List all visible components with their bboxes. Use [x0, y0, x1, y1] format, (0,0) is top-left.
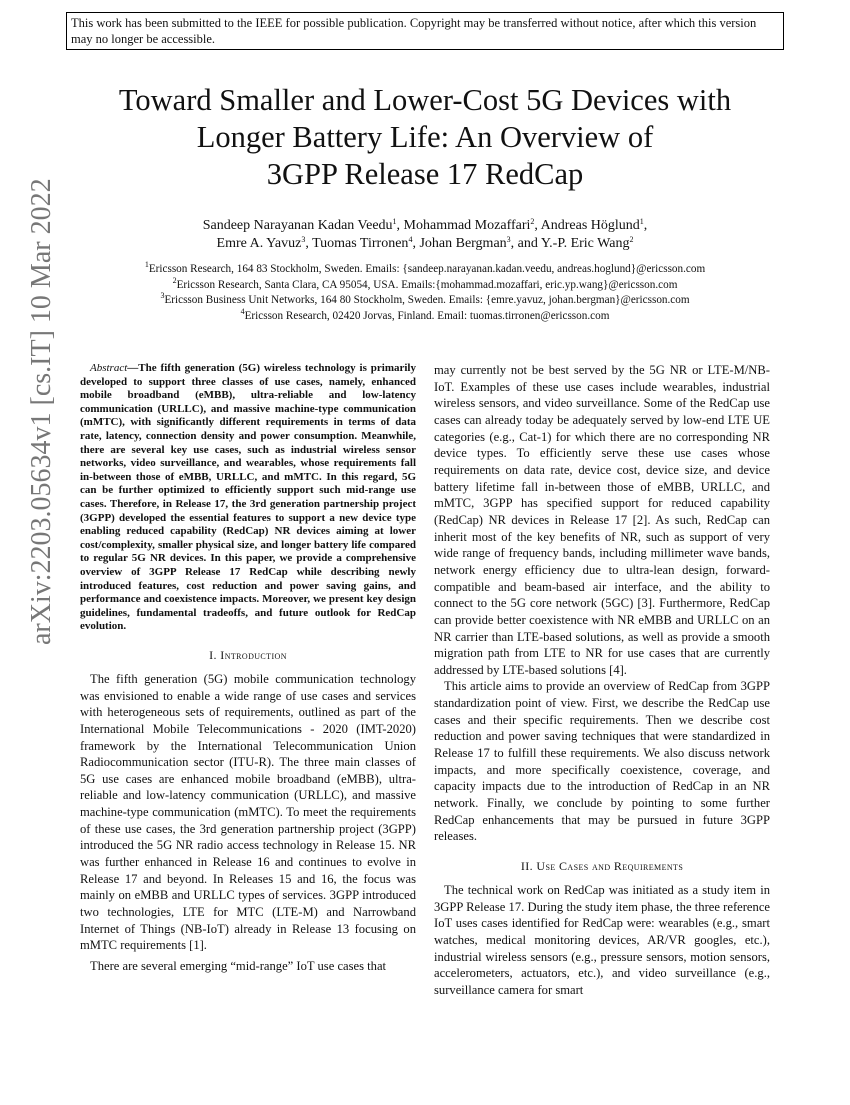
section-heading-introduction: I. Introduction — [209, 647, 287, 662]
affiliation-2 — [60, 275, 790, 294]
author-name: Sandeep Narayanan Kadan Veedu — [202, 218, 393, 233]
affiliation-text: Ericsson Research, 164 83 Stockholm, Sweden. Emails: {sandeep.narayanan.kadan.veedu, andreas.hoglund}@ericsson.com — [148, 263, 706, 275]
right-column — [434, 362, 770, 999]
paper-title — [60, 82, 790, 193]
title-line-3: 3GPP Release 17 RedCap — [266, 157, 584, 191]
author-name: Y.-P. Eric Wang — [540, 236, 630, 251]
affiliation-text: Ericsson Research, Santa Clara, CA 95054, USA. Emails:{mohammad.mozaffari, eric.yp.wang}@ericsson.com — [176, 278, 678, 291]
author-line-2: Emre A. Yavuz$^3$, Tuomas Tirronen$^4$, Johan Bergman$^3$, and Y.-P. Eric Wang$^2$ — [216, 235, 634, 251]
copyright-notice: This work has been submitted to the IEEE for possible publication. Copyright may be transferred without notice, after which this version may no longer be accessible. — [66, 12, 784, 50]
author-name: Tuomas Tirronen — [312, 236, 409, 251]
affiliation-marker: 4 — [240, 306, 245, 316]
affiliation-4 — [60, 306, 790, 325]
abstract — [80, 362, 416, 634]
paragraph: This article aims to provide an overview of RedCap from 3GPP standardization point of view. First, we describe the RedCap use cases and their specific requirements. Then we describe cost reduction and power saving techniques that were standardized in Release 17 to fulfill these requirements. We also discuss network impacts, and more specifically coexistence, coverage, and capacity impacts due to the introduction of RedCap in an NR network. Finally, we conclude by pointing to some further RedCap enhancements that may be pursued in future 3GPP releases. — [434, 679, 770, 844]
affiliation-marker: 1 — [639, 217, 644, 226]
arxiv-stamp-graphic — [0, 0, 60, 1100]
affiliation-marker: 2 — [172, 275, 177, 285]
author-name: Emre A. Yavuz — [216, 236, 302, 251]
arxiv-stamp-text: arXiv:2203.05634v1 [cs.IT] 10 Mar 2022 — [26, 178, 57, 645]
title-line-2: Longer Battery Life: An Overview of — [196, 120, 654, 154]
author-line-1: Sandeep Narayanan Kadan Veedu$^1$, Mohammad Mozaffari$^2$, Andreas Höglund$^1$, — [202, 217, 648, 233]
affiliation-marker: 3 — [506, 235, 511, 244]
affiliation-marker: 2 — [530, 217, 535, 226]
paragraph: The fifth generation (5G) mobile communication technology was envisioned to enable a wide range of use cases and services with heterogeneous sets of requirements, outlined as part of the International Mobile Telecommunications - 2020 (IMT-2020) framework by the International Telecommunication Union Radiocommunication sector (ITU-R). The three main classes of 5G use cases are enhanced mobile broadband (eMBB), ultra-reliable and low-latency communication (URLLC), and massive machine-type communication (mMTC). To meet the requirements of these use cases, the 3rd generation partnership project (3GPP) introduced the 5G NR radio access technology in Release 15. NR was further enhanced in Release 16 and continues to evolve in Release 17 and beyond. In Releases 15 and 16, the focus was mainly on eMBB and URLLC types of services. 3GPP introduced two technologies, LTE for MTC (LTE-M) and Narrowband Internet of Things (NB-IoT) already in Release 13 focusing on mMTC requirements [1]. — [80, 671, 416, 953]
affiliation-text: Ericsson Business Unit Networks, 164 80 Stockholm, Sweden. Emails: {emre.yavuz, johan.bergman}@ericsson.com — [164, 294, 690, 306]
affiliation-marker: 3 — [160, 291, 165, 300]
paragraph: may currently not be best served by the 5G NR or LTE-M/NB-IoT. Examples of these use cases include wearables, industrial wireless sensors, and video surveillance. Some of the RedCap use cases can already today be adequately served by low-end LTE UE categories (e.g., Cat-1) for which there are no corresponding NR device types. To efficiently serve these use cases whose requirements on data rate, device cost, device size, and device battery lifetime fall in-between those of eMBB, URLLC, and mMTC, 3GPP has specified support for reduced capability (RedCap) NR devices in Release 17 [2]. As such, RedCap can inherit most of the key benefits of NR, such as support of very wide range of frequency bands, including millimeter wave bands, network energy efficiency due to ultra-lean design, forward-compatible and beam-based air interface, and the ability to connect to the 5G core network (5GC) [3]. Furthermore, RedCap can provide better coexistence with NR eMBB and URLLC on an NR carrier than LTE-based solutions, as well as provide a smooth migration path from LTE to NR for use cases that are currently addressed by LTE-based solutions [4]. — [434, 363, 770, 677]
affiliation-list — [60, 262, 790, 324]
left-column — [80, 362, 416, 975]
author-name: Mohammad Mozaffari — [403, 218, 531, 233]
affiliation-marker: 1 — [392, 217, 397, 226]
affiliation-marker: 4 — [408, 235, 413, 244]
affiliation-marker: 1 — [144, 260, 149, 269]
affiliation-1 — [60, 262, 790, 278]
affiliation-marker: 3 — [301, 235, 306, 244]
abstract-dash: — — [127, 362, 139, 374]
abstract-label: Abstract — [90, 362, 128, 374]
author-list — [60, 217, 790, 253]
arxiv-stamp — [0, 0, 60, 1100]
paragraph: The technical work on RedCap was initiated as a study item in 3GPP Release 17. During the study item phase, the three reference IoT uses cases identified for RedCap were: wearables (e.g., smart watches, medical monitoring devices, AR/VR googles, etc.), industrial wireless sensors (e.g., pressure sensors, motion sensors, accelerometers, actuators, etc.), and video surveillance (e.g., surveillance camera for smart — [434, 883, 770, 997]
author-name: Johan Bergman — [419, 236, 507, 251]
affiliation-text: Ericsson Research, 02420 Jorvas, Finland. Email: tuomas.tirronen@ericsson.com — [244, 309, 610, 322]
author-name: Andreas Höglund — [540, 218, 640, 233]
affiliation-3 — [60, 293, 790, 309]
title-line-1: Toward Smaller and Lower-Cost 5G Devices with — [118, 83, 732, 117]
abstract-text: The fifth generation (5G) wireless technology is primarily developed to support three classes of use cases, namely, enhanced mobile broadband (eMBB), ultra-reliable and low-latency communication (URLLC), and massive machine-type communication (mMTC), with significantly different requirements in terms of data rate, latency, connection density and power consumption. Meanwhile, there are several key use cases, such as industrial wireless sensor networks, video surveillance, and wearables, whose requirements fall in-between those of eMBB, URLLC, and mMTC. In this regard, 5G can be further optimized to efficiently support such mid-range use cases. Therefore, in Release 17, the 3rd generation partnership project (3GPP) developed the essential features to support a new device type enabling reduced capability (RedCap) NR devices aiming at lower cost/complexity, smaller physical size, and longer battery life compared to regular 5G NR devices. In this paper, we provide a comprehensive overview of 3GPP Release 17 RedCap while describing newly introduced features, cost reduction and power saving gains, and performance and coexistence impacts. Moreover, we present key design guidelines, fundamental tradeoffs, and future outlook for RedCap evolution. — [80, 362, 416, 633]
section-heading-use-cases: II. Use Cases and Requirements — [520, 859, 684, 874]
affiliation-marker: 2 — [629, 235, 634, 244]
paragraph: There are several emerging “mid-range” IoT use cases that — [90, 959, 387, 974]
